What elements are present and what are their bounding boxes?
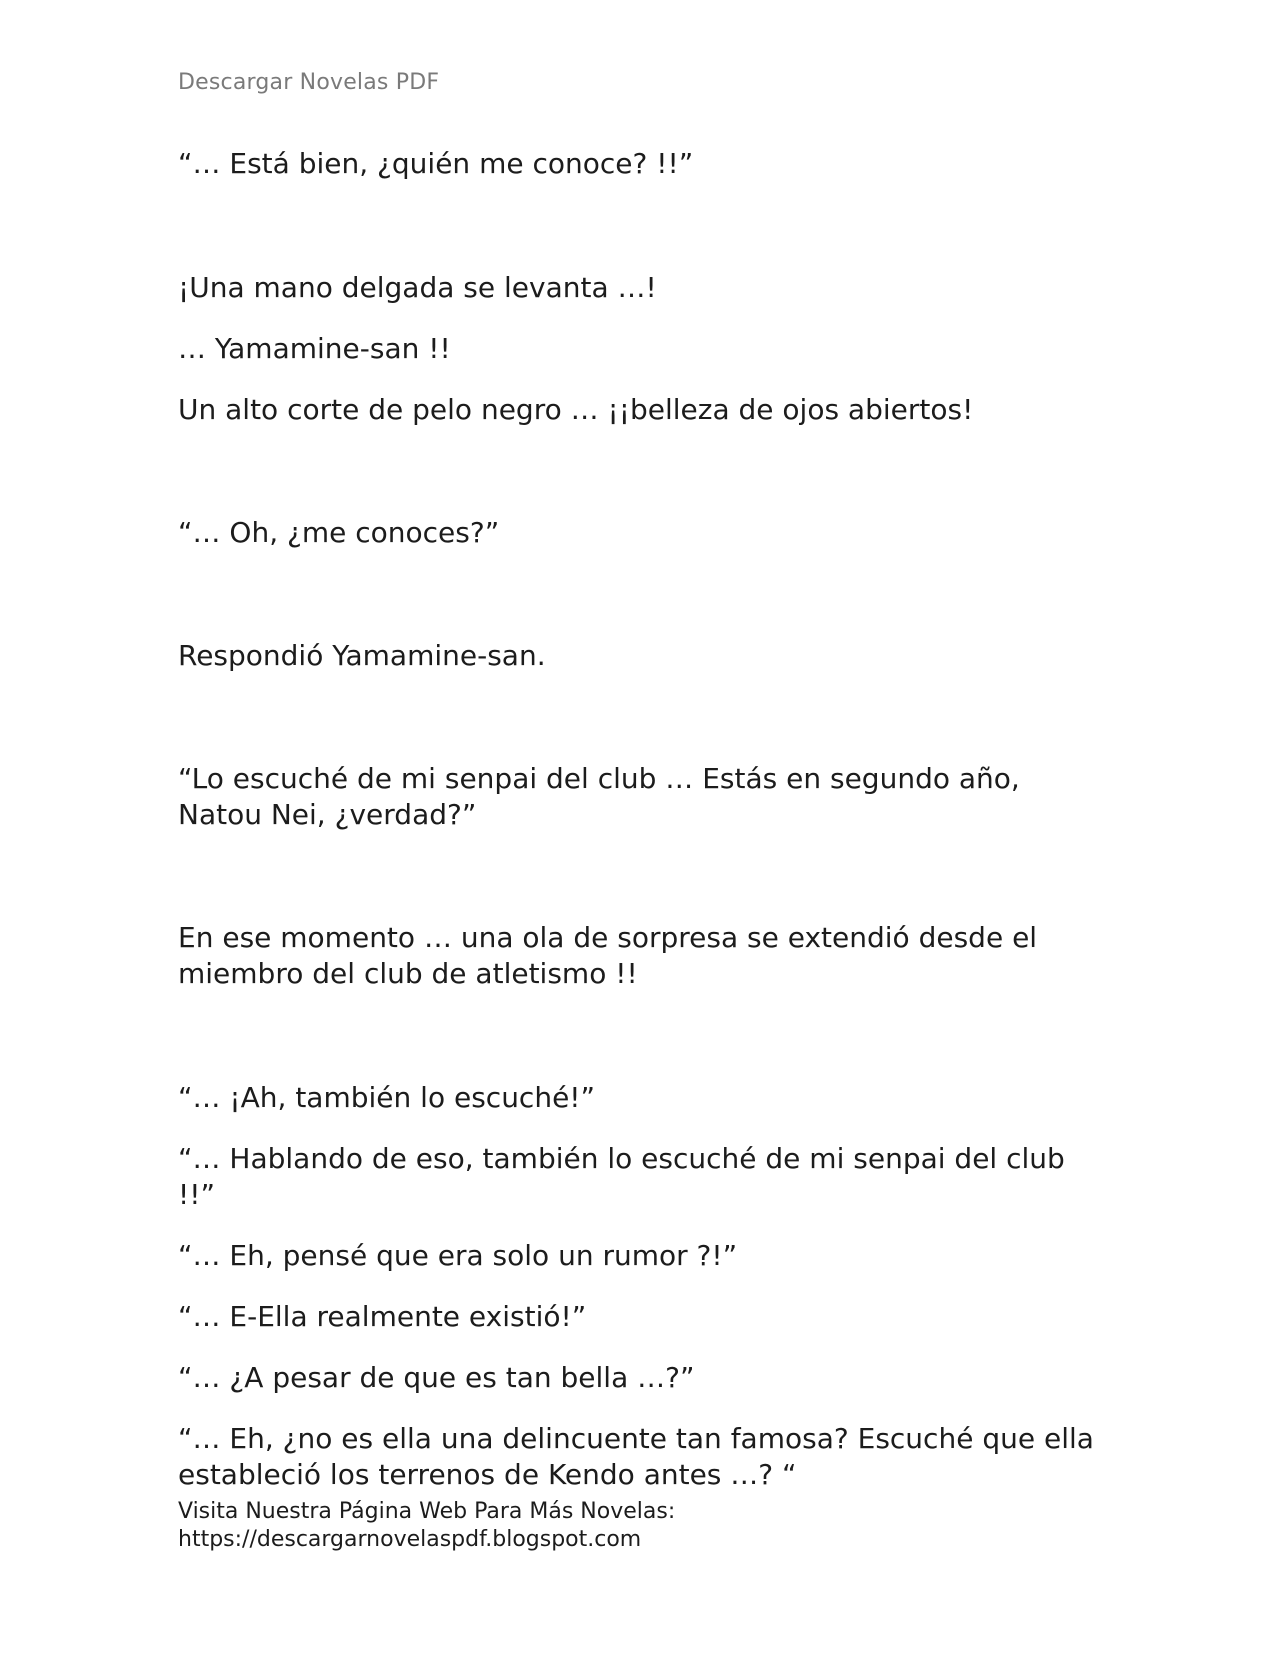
page-footer: [178, 1498, 675, 1554]
footer-text: Visita Nuestra Página Web Para Más Novelas:: [178, 1499, 676, 1524]
paragraph: “… E-Ella realmente existió!”: [178, 1300, 587, 1333]
footer-url: https://descargarnovelaspdf.blogspot.com: [178, 1527, 642, 1552]
paragraph: “… Hablando de eso, también lo escuché de mi senpai del club !!”: [178, 1142, 1065, 1211]
paragraph: … Yamamine-san !!: [178, 332, 451, 365]
paragraph: “… ¿A pesar de que es tan bella …?”: [178, 1361, 695, 1394]
paragraph: “… Está bien, ¿quién me conoce? !!”: [178, 147, 694, 180]
paragraph: “Lo escuché de mi senpai del club … Estás en segundo año, Natou Nei, ¿verdad?”: [178, 762, 1020, 831]
paragraph: “… ¡Ah, también lo escuché!”: [178, 1081, 596, 1114]
paragraph: “… Eh, pensé que era solo un rumor ?!”: [178, 1239, 738, 1272]
paragraph: En ese momento … una ola de sorpresa se extendió desde el miembro del club de atletismo !!: [178, 921, 1038, 990]
page-header: Descargar Novelas PDF: [178, 70, 440, 95]
paragraph: Un alto corte de pelo negro … ¡¡belleza de ojos abiertos!: [178, 393, 974, 426]
paragraph: ¡Una mano delgada se levanta …!: [178, 271, 657, 304]
paragraph: Respondió Yamamine-san.: [178, 639, 546, 672]
paragraph: “… Oh, ¿me conoces?”: [178, 516, 500, 549]
paragraph: “… Eh, ¿no es ella una delincuente tan famosa? Escuché que ella estableció los terrenos de Kendo antes …? “: [178, 1422, 1094, 1491]
